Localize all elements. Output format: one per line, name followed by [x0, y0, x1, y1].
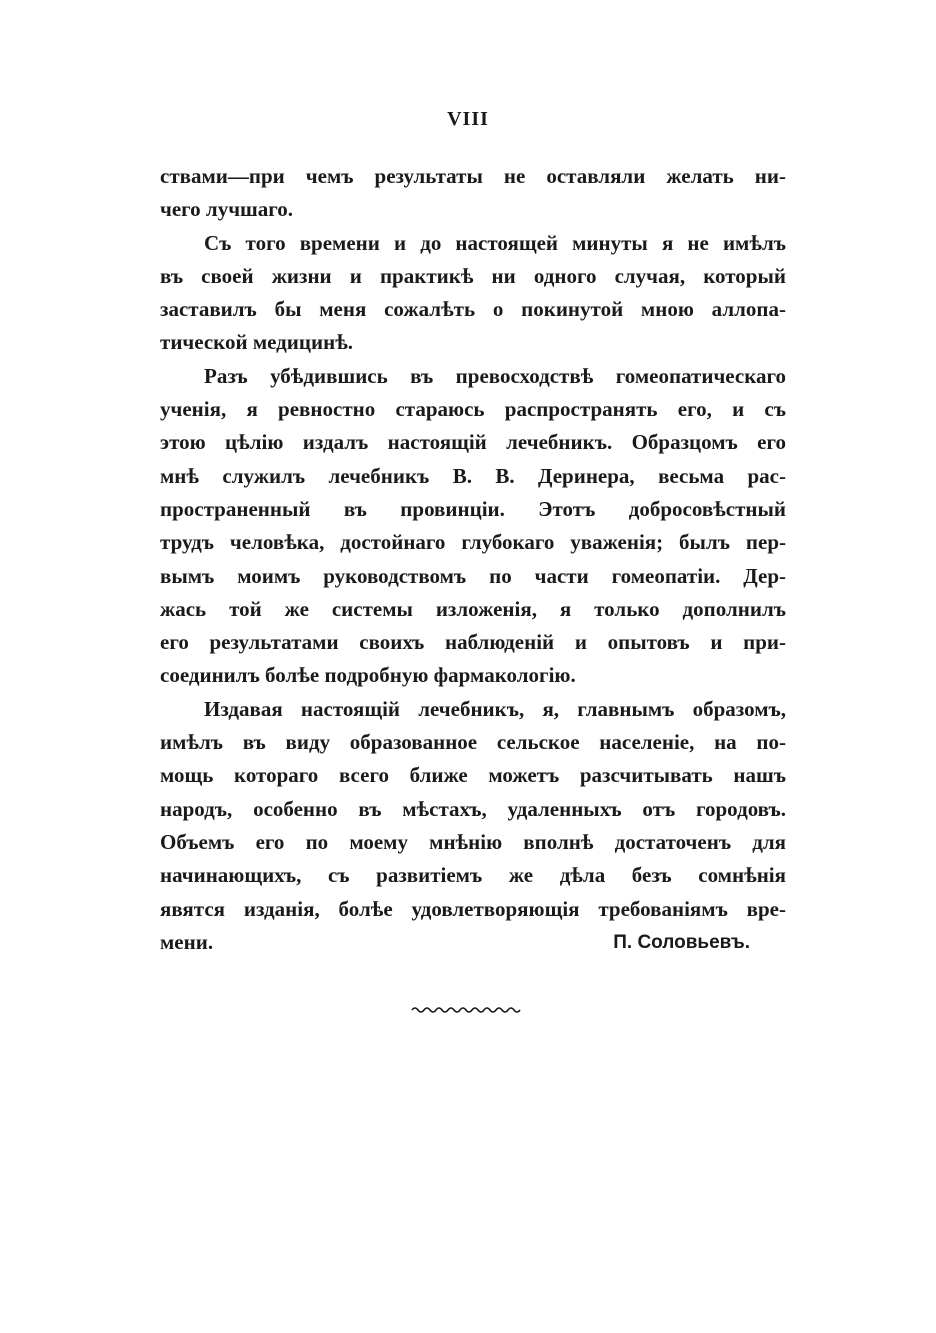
page-number: VIII — [447, 108, 489, 130]
text-line: Издавая настоящій лечебникъ, я, главнымъ образомъ, — [204, 696, 786, 721]
text-line: заставилъ бы меня сожалѣть о покинутой мною аллопа- — [160, 297, 786, 322]
text-line: чего лучшаго. — [160, 197, 294, 222]
text-line: начинающихъ, съ развитіемъ же дѣла безъ сомнѣнія — [160, 863, 786, 888]
text-line: мощь котораго всего ближе можетъ разсчитывать нашъ — [160, 763, 786, 788]
text-line: соединилъ болѣе подробную фармакологію. — [160, 663, 576, 688]
wavy-rule-ornament — [410, 998, 522, 1018]
text-line: тической медицинѣ. — [160, 330, 354, 355]
body-text — [160, 160, 786, 959]
text-line: Разъ убѣдившись въ превосходствѣ гомеопатическаго — [204, 363, 786, 388]
text-line: ствами—при чемъ результаты не оставляли желать ни- — [160, 164, 786, 188]
text-line: его результатами своихъ наблюденій и опытовъ и при- — [160, 630, 786, 655]
text-line: этою цѣлію издалъ настоящій лечебникъ. Образцомъ его — [160, 430, 786, 455]
text-line: жась той же системы изложенія, я только дополнилъ — [160, 596, 786, 621]
text-line: имѣлъ въ виду образованное сельское населеніе, на по- — [160, 730, 786, 755]
final-word: мени. — [160, 929, 214, 954]
author-signature: П. Соловьевъ. — [613, 931, 750, 953]
text-line: вымъ моимъ руководствомъ по части гомеопатіи. Дер- — [160, 563, 786, 588]
text-line: Съ того времени и до настоящей минуты я не имѣлъ — [204, 230, 786, 255]
text-line: пространенный въ провинціи. Этотъ добросовѣстный — [160, 496, 786, 521]
text-line: въ своей жизни и практикѣ ни одного случая, который — [160, 263, 786, 288]
text-line: народъ, особенно въ мѣстахъ, удаленныхъ отъ городовъ. — [160, 796, 786, 821]
text-line: явятся изданія, болѣе удовлетворяющія требованіямъ вре- — [160, 896, 786, 921]
text-line: мнѣ служилъ лечебникъ В. В. Деринера, весьма рас- — [160, 463, 786, 488]
text-line: трудъ человѣка, достойнаго глубокаго уваженія; былъ пер- — [160, 530, 786, 555]
text-line: ученія, я ревностно стараюсь распространять его, и съ — [160, 397, 786, 422]
text-line: Объемъ его по моему мнѣнію вполнѣ достаточенъ для — [160, 829, 786, 854]
closing-line — [160, 926, 786, 959]
